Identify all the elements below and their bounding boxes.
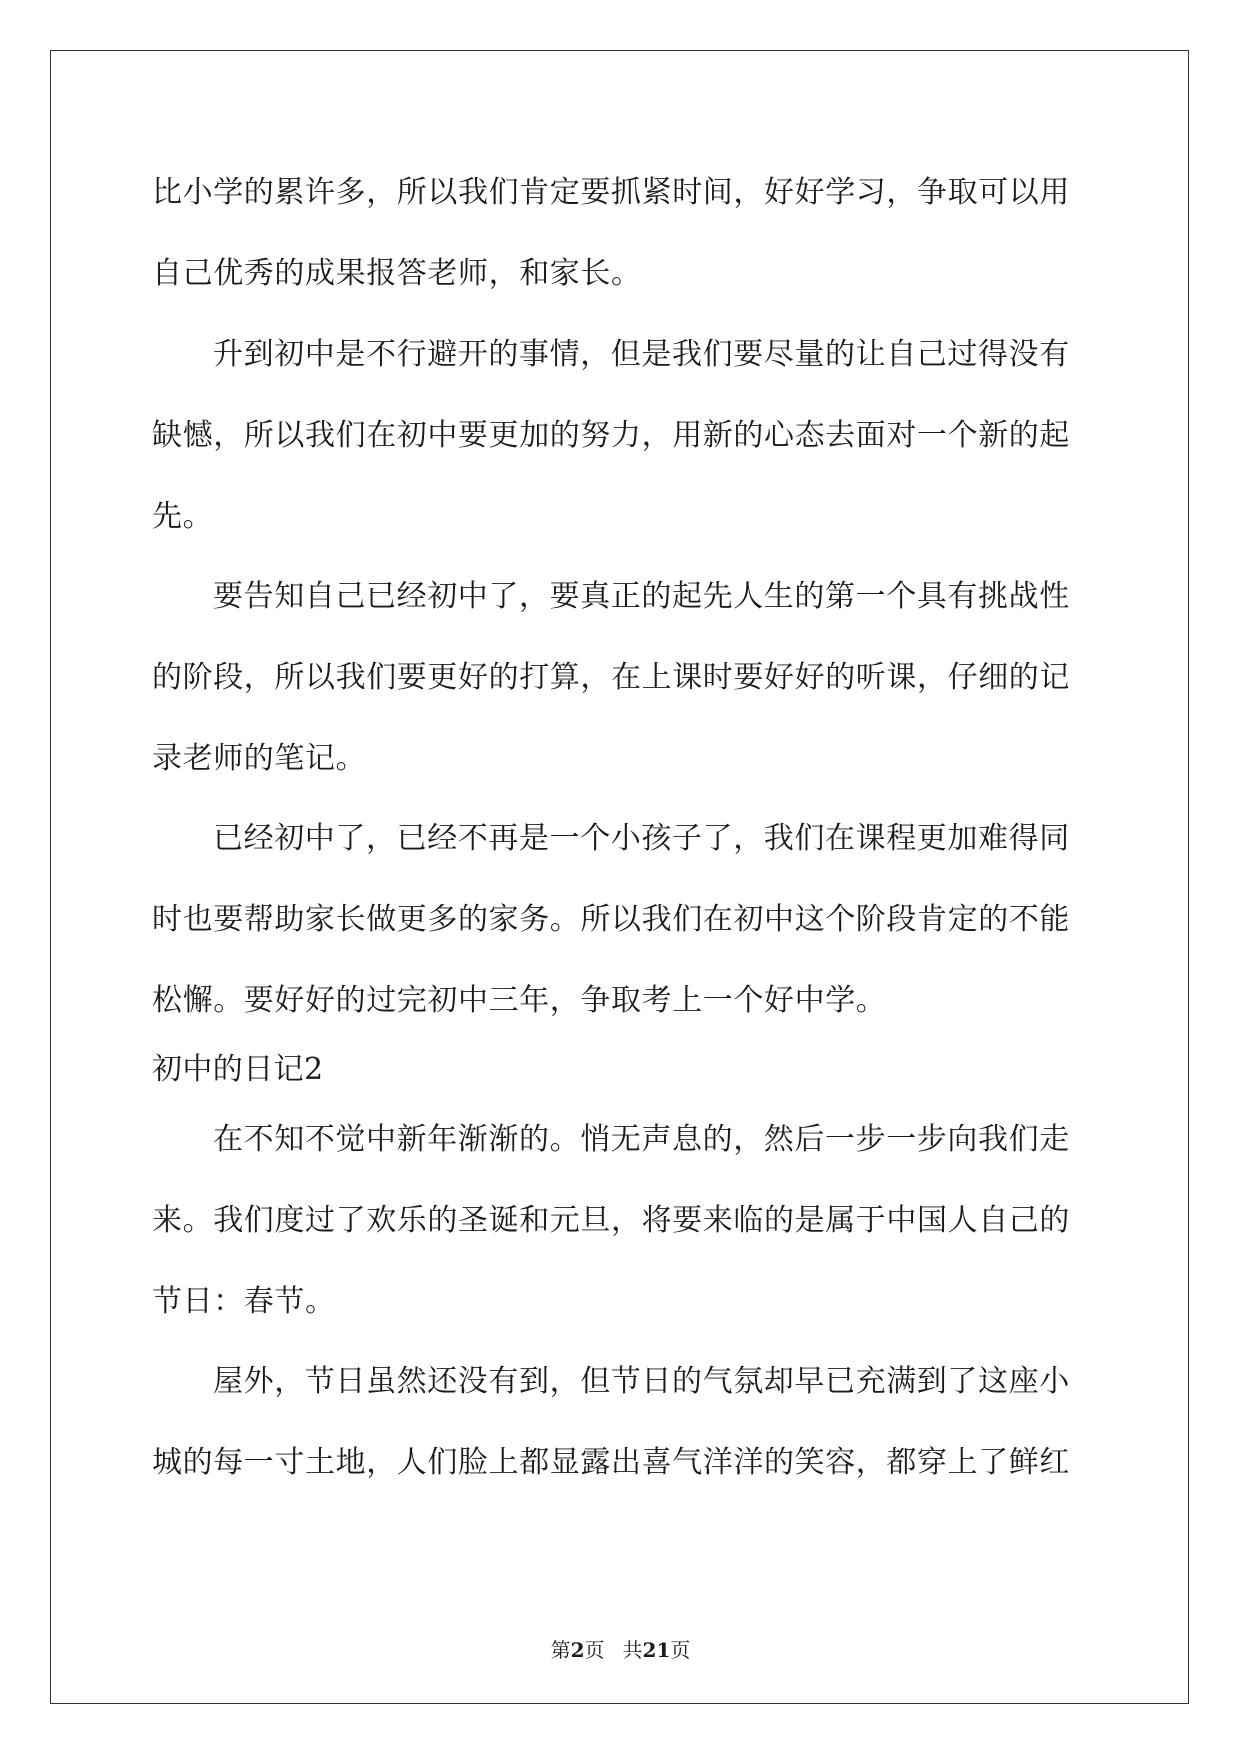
paragraph-first-line: 在不知不觉中新年渐渐的。悄无声息的，然后一步一步向我们走 (213, 1122, 1070, 1157)
section-heading: 初中的日记2 (152, 1052, 324, 1087)
text-line: 比小学的累许多，所以我们肯定要抓紧时间，好好学习，争取可以用 (152, 175, 1070, 210)
text-line: 城的每一寸土地，人们脸上都显露出喜气洋洋的笑容，都穿上了鲜红 (152, 1445, 1070, 1480)
text-line: 来。我们度过了欢乐的圣诞和元旦，将要来临的是属于中国人自己的 (152, 1203, 1070, 1238)
text-line: 节日：春节。 (152, 1284, 336, 1319)
page-prefix: 第 (550, 1638, 571, 1662)
paragraph-first-line: 要告知自己已经初中了，要真正的起先人生的第一个具有挑战性 (213, 579, 1070, 614)
text-line: 缺憾，所以我们在初中要更加的努力，用新的心态去面对一个新的起 (152, 418, 1070, 453)
text-line: 松懈。要好好的过完初中三年，争取考上一个好中学。 (152, 983, 887, 1018)
total-prefix: 共 (622, 1638, 643, 1662)
text-line: 时也要帮助家长做更多的家务。所以我们在初中这个阶段肯定的不能 (152, 902, 1070, 937)
text-line: 录老师的笔记。 (152, 741, 367, 776)
text-line: 自己优秀的成果报答老师，和家长。 (152, 256, 642, 291)
text-line: 的阶段，所以我们要更好的打算，在上课时要好好的听课，仔细的记 (152, 660, 1070, 695)
paragraph-first-line: 已经初中了，已经不再是一个小孩子了，我们在课程更加难得同 (213, 821, 1070, 856)
text-line: 先。 (152, 499, 214, 534)
total-unit: 页 (670, 1638, 691, 1662)
paragraph-first-line: 升到初中是不行避开的事情，但是我们要尽量的让自己过得没有 (213, 337, 1070, 372)
paragraph-first-line: 屋外，节日虽然还没有到，但节日的气氛却早已充满到了这座小 (213, 1364, 1070, 1399)
current-page-number: 2 (570, 1638, 585, 1662)
page-unit: 页 (584, 1638, 605, 1662)
page-footer (0, 1637, 1241, 1663)
total-page-count: 21 (642, 1638, 671, 1662)
